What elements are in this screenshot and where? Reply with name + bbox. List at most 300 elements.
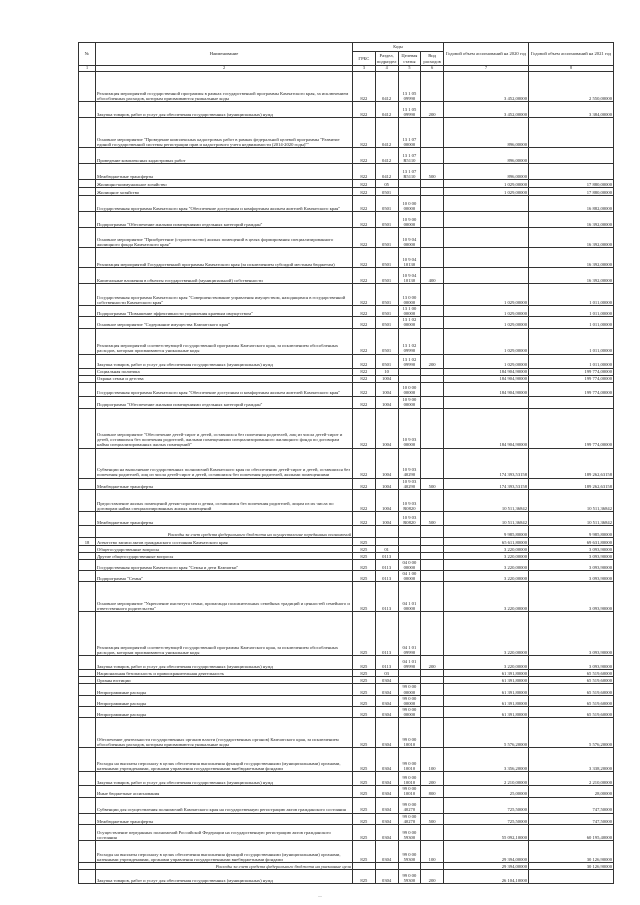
amount-2021 xyxy=(529,869,614,883)
expense-type-code xyxy=(421,489,444,511)
row-name-text: Государственная программа Камчатского края "Обеспечение доступным и комфортным жильем жителей Камчатского края" xyxy=(97,205,341,211)
amount-2021 xyxy=(529,396,614,408)
row-number xyxy=(79,306,96,317)
target-article-code: 13 1 07 R5110 xyxy=(398,148,421,164)
grbs-code: 825 xyxy=(353,869,376,883)
amount-2021: 16 392,00000 xyxy=(529,248,614,268)
amount-2020: 9 985,80000 xyxy=(444,525,529,537)
expense-type-code xyxy=(421,684,444,695)
column-number: 8 xyxy=(529,66,614,72)
row-name-text: Охрана семьи и детства xyxy=(97,376,144,382)
grbs-code: 825 xyxy=(353,813,376,824)
row-name-text: Реализация мероприятий соответствующей государственной программы Камчатского края, за исключением обособленных расходов, которым присваиваются уникальные коды xyxy=(97,645,339,656)
grbs-code: 825 xyxy=(353,772,376,786)
row-name-text: Агентство записи актов гражданского состояния Камчатского края xyxy=(97,539,228,545)
grbs-code: 822 xyxy=(353,511,376,525)
row-name xyxy=(96,180,353,188)
expense-type-code xyxy=(421,612,444,656)
table-row xyxy=(79,354,614,368)
table-row xyxy=(79,537,614,545)
target-article-code: 99 0 00 59300 xyxy=(398,840,421,862)
section-code: 1004 xyxy=(375,478,398,489)
table-row xyxy=(79,212,614,228)
row-number xyxy=(79,786,96,797)
table-row xyxy=(79,118,614,148)
expense-type-code xyxy=(421,306,444,317)
row-name xyxy=(96,677,353,684)
row-name xyxy=(96,72,353,102)
expense-type-code xyxy=(421,545,444,552)
target-article-code: 10 9 04 00000 xyxy=(398,228,421,248)
header-sum-2020: Годовой объем ассигнований на 2020 год xyxy=(444,43,529,66)
target-article-code: 99 0 00 40270 xyxy=(398,813,421,824)
expense-type-code xyxy=(421,180,444,188)
table-row xyxy=(79,408,614,448)
row-number xyxy=(79,670,96,677)
row-number xyxy=(79,656,96,670)
row-number xyxy=(79,317,96,328)
section-code: 0304 xyxy=(375,797,398,813)
section-code: 0113 xyxy=(375,612,398,656)
target-article-code xyxy=(398,188,421,196)
expense-type-code xyxy=(421,317,444,328)
amount-2020: 61 391,80000 xyxy=(444,677,529,684)
target-article-code xyxy=(398,525,421,537)
amount-2021: 16 882,00000 xyxy=(529,196,614,212)
section-code: 0501 xyxy=(375,228,398,248)
amount-2021: 3 338,20000 xyxy=(529,748,614,772)
row-name-text: Предоставление жилых помещений детям-сиротам и детям, оставшимся без попечения родителей, лицам из их числа по договорам найма специализированных жилых помещений xyxy=(97,500,334,511)
row-number xyxy=(79,489,96,511)
grbs-code: 825 xyxy=(353,537,376,545)
row-name-text: Расходы на выплаты персоналу в целях обеспечения выполнения функций государственными (муниципальными) органами, казенными учреждениями, органами управления государственными внебюджетными фондами xyxy=(97,760,341,772)
section-code: 0412 xyxy=(375,102,398,118)
amount-2020: 29 394,00000 xyxy=(444,840,529,862)
amount-2020: 3 220,00000 xyxy=(444,612,529,656)
table-row xyxy=(79,306,614,317)
row-name-text: Подпрограмма "Повышение эффективности управления краевым имуществом" xyxy=(97,311,253,317)
section-code: 0113 xyxy=(375,559,398,570)
grbs-code: 825 xyxy=(353,695,376,706)
amount-2021: 69 631,80000 xyxy=(529,537,614,545)
row-name xyxy=(96,545,353,552)
table-row xyxy=(79,284,614,306)
expense-type-code xyxy=(421,212,444,228)
row-name-text: Расходы за счет средств федерального бюджета на указанные цели xyxy=(215,863,351,869)
table-row xyxy=(79,748,614,772)
grbs-code: 825 xyxy=(353,786,376,797)
amount-2020 xyxy=(444,212,529,228)
section-code: 1004 xyxy=(375,396,398,408)
target-article-code: 13 1 02 00000 xyxy=(398,317,421,328)
section-code xyxy=(375,525,398,537)
table-row xyxy=(79,706,614,717)
table-row xyxy=(79,677,614,684)
target-article-code: 04 1 00 00000 xyxy=(398,571,421,582)
amount-2020 xyxy=(444,396,529,408)
row-name xyxy=(96,684,353,695)
grbs-code: 822 xyxy=(353,268,376,284)
amount-2020: 3 220,00000 xyxy=(444,545,529,552)
grbs-code: 822 xyxy=(353,248,376,268)
row-number xyxy=(79,212,96,228)
amount-2020: 1 029,00000 xyxy=(444,317,529,328)
expense-type-code xyxy=(421,670,444,677)
row-name xyxy=(96,164,353,180)
table-row xyxy=(79,824,614,840)
row-number xyxy=(79,375,96,382)
row-name-text: Субвенции для осуществления полномочий Камчатского края на государственную регистрацию актов гражданского состояния xyxy=(97,807,346,813)
section-code: 0304 xyxy=(375,748,398,772)
amount-2021: 3 093,90000 xyxy=(529,571,614,582)
amount-2021: 16 392,00000 xyxy=(529,212,614,228)
grbs-code: 822 xyxy=(353,448,376,478)
section-code: 1004 xyxy=(375,408,398,448)
section-code: 0501 xyxy=(375,248,398,268)
expense-type-code xyxy=(421,677,444,684)
grbs-code: 822 xyxy=(353,148,376,164)
row-number: 18 xyxy=(79,537,96,545)
section-code: 1004 xyxy=(375,489,398,511)
section-code: 0412 xyxy=(375,118,398,148)
row-number xyxy=(79,797,96,813)
target-article-code: 99 0 00 10010 xyxy=(398,786,421,797)
target-article-code: 10 9 03 40290 xyxy=(398,448,421,478)
row-number xyxy=(79,396,96,408)
row-name xyxy=(96,840,353,862)
table-row xyxy=(79,840,614,862)
amount-2021: 199 774,00000 xyxy=(529,375,614,382)
row-number xyxy=(79,545,96,552)
table-row xyxy=(79,396,614,408)
grbs-code: 822 xyxy=(353,284,376,306)
amount-2021: 3 093,90000 xyxy=(529,582,614,612)
table-header-row xyxy=(79,43,614,52)
row-number xyxy=(79,718,96,748)
page-mark: — xyxy=(318,893,322,898)
table-row xyxy=(79,489,614,511)
grbs-code: 822 xyxy=(353,489,376,511)
section-code: 0113 xyxy=(375,582,398,612)
row-number xyxy=(79,148,96,164)
expense-type-code: 400 xyxy=(421,268,444,284)
row-name xyxy=(96,382,353,396)
target-article-code xyxy=(398,670,421,677)
row-name-text: Другие общегосударственные вопросы xyxy=(97,553,174,559)
amount-2021: 65 519,60000 xyxy=(529,677,614,684)
target-article-code: 13 1 00 00000 xyxy=(398,306,421,317)
amount-2021: 189 262,63158 xyxy=(529,478,614,489)
amount-2020: 184 904,90000 xyxy=(444,375,529,382)
amount-2020 xyxy=(444,248,529,268)
target-article-code: 99 0 00 10010 xyxy=(398,772,421,786)
table-row xyxy=(79,582,614,612)
expense-type-code xyxy=(421,797,444,813)
section-code: 0304 xyxy=(375,786,398,797)
amount-2021: 5 576,20000 xyxy=(529,718,614,748)
table-row xyxy=(79,375,614,382)
expense-type-code: 200 xyxy=(421,656,444,670)
header-num: № xyxy=(79,43,96,66)
amount-2021: 747,50000 xyxy=(529,813,614,824)
target-article-code: 10 9 03 R0820 xyxy=(398,511,421,525)
amount-2021: 3 093,90000 xyxy=(529,545,614,552)
expense-type-code xyxy=(421,552,444,559)
amount-2021: 1 011,00000 xyxy=(529,317,614,328)
grbs-code: 825 xyxy=(353,670,376,677)
table-row xyxy=(79,72,614,102)
amount-2020: 896,00000 xyxy=(444,164,529,180)
table-row xyxy=(79,268,614,284)
column-number: 1 xyxy=(79,66,96,72)
target-article-code: 99 0 00 59300 xyxy=(398,869,421,883)
table-row xyxy=(79,188,614,196)
row-name xyxy=(96,396,353,408)
row-number xyxy=(79,862,96,869)
target-article-code: 04 1 01 09990 xyxy=(398,612,421,656)
row-name xyxy=(96,537,353,545)
grbs-code: 822 xyxy=(353,354,376,368)
column-number: 4 xyxy=(375,66,398,72)
amount-2021: 9 985,80000 xyxy=(529,525,614,537)
header-target-article: Целевая статья xyxy=(398,52,421,66)
row-name xyxy=(96,188,353,196)
amount-2020: 5 576,20000 xyxy=(444,718,529,748)
expense-type-code xyxy=(421,368,444,375)
column-number: 2 xyxy=(96,66,353,72)
amount-2020: 896,00000 xyxy=(444,118,529,148)
amount-2020 xyxy=(444,268,529,284)
target-article-code: 99 0 00 00000 xyxy=(398,684,421,695)
expense-type-code xyxy=(421,571,444,582)
section-code: 0501 xyxy=(375,317,398,328)
grbs-code: 822 xyxy=(353,478,376,489)
grbs-code xyxy=(353,525,376,537)
row-name xyxy=(96,368,353,375)
row-name xyxy=(96,375,353,382)
row-name xyxy=(96,248,353,268)
section-code: 0304 xyxy=(375,813,398,824)
amount-2020: 3 220,00000 xyxy=(444,571,529,582)
amount-2020: 26 104,10000 xyxy=(444,869,529,883)
row-number xyxy=(79,328,96,354)
target-article-code xyxy=(398,537,421,545)
section-code: 0304 xyxy=(375,840,398,862)
grbs-code: 825 xyxy=(353,840,376,862)
target-article-code: 13 1 05 09990 xyxy=(398,72,421,102)
section-code: 0304 xyxy=(375,772,398,786)
amount-2021: 199 774,00000 xyxy=(529,382,614,396)
grbs-code: 825 xyxy=(353,559,376,570)
expense-type-code: 500 xyxy=(421,478,444,489)
table-row xyxy=(79,248,614,268)
row-name-text: Иные бюджетные ассигнования xyxy=(97,791,160,797)
row-number xyxy=(79,228,96,248)
row-name-text: Подпрограмма "Обеспечение жилыми помещениями отдельных категорий граждан" xyxy=(97,221,263,227)
row-number xyxy=(79,284,96,306)
row-name-text: Закупка товаров, работ и услуг для обеспечения государственных (муниципальных) нужд xyxy=(97,664,273,670)
row-name-text: Расходы за счет средств федерального бюджета на осуществление переданных полномочий xyxy=(167,531,351,537)
amount-2020: 1 029,00000 xyxy=(444,306,529,317)
table-row xyxy=(79,317,614,328)
header-expense-type: Вид расходов xyxy=(421,52,444,66)
table-row xyxy=(79,559,614,570)
table-row xyxy=(79,511,614,525)
table-row xyxy=(79,228,614,248)
amount-2021: 30 126,90000 xyxy=(529,840,614,862)
row-number xyxy=(79,478,96,489)
table-row xyxy=(79,328,614,354)
amount-2021: 3 093,90000 xyxy=(529,552,614,559)
grbs-code: 822 xyxy=(353,164,376,180)
expense-type-code: 200 xyxy=(421,869,444,883)
amount-2020: 2 210,00000 xyxy=(444,772,529,786)
row-name-text: Непрограммные расходы xyxy=(97,712,147,718)
target-article-code: 99 0 00 00000 xyxy=(398,695,421,706)
grbs-code: 822 xyxy=(353,328,376,354)
grbs-code: 822 xyxy=(353,396,376,408)
row-name-text: Осуществление переданных полномочий Российской Федерации на государственную регистрацию актов гражданского состояния xyxy=(97,829,331,840)
row-name xyxy=(96,284,353,306)
amount-2020: 725,50000 xyxy=(444,813,529,824)
grbs-code: 822 xyxy=(353,72,376,102)
row-name xyxy=(96,102,353,118)
row-name xyxy=(96,612,353,656)
section-code: 05 xyxy=(375,180,398,188)
amount-2020: 184 904,90000 xyxy=(444,408,529,448)
row-number xyxy=(79,612,96,656)
section-code: 0113 xyxy=(375,552,398,559)
section-code: 1004 xyxy=(375,382,398,396)
table-row xyxy=(79,368,614,375)
row-number xyxy=(79,118,96,148)
grbs-code: 825 xyxy=(353,748,376,772)
expense-type-code xyxy=(421,706,444,717)
amount-2021 xyxy=(529,164,614,180)
table-row xyxy=(79,695,614,706)
row-name-text: Закупка товаров, работ и услуг для обеспечения государственных (муниципальных) нужд xyxy=(97,877,273,883)
section-code: 0412 xyxy=(375,148,398,164)
grbs-code: 822 xyxy=(353,118,376,148)
target-article-code xyxy=(398,375,421,382)
row-number xyxy=(79,72,96,102)
section-code: 0304 xyxy=(375,718,398,748)
row-name xyxy=(96,706,353,717)
row-name-text: Жилищно-коммунальное хозяйство xyxy=(97,181,167,187)
row-name-text: Подпрограмма "Семья" xyxy=(97,576,144,582)
amount-2020: 174 393,53158 xyxy=(444,478,529,489)
row-number xyxy=(79,511,96,525)
table-row xyxy=(79,718,614,748)
grbs-code: 822 xyxy=(353,368,376,375)
grbs-code: 825 xyxy=(353,677,376,684)
grbs-code: 825 xyxy=(353,571,376,582)
header-section: Раздел, подраздел xyxy=(376,53,397,64)
amount-2020: 10 511,36842 xyxy=(444,489,529,511)
section-code: 0304 xyxy=(375,677,398,684)
amount-2020: 3 220,00000 xyxy=(444,656,529,670)
amount-2021: 16 392,00000 xyxy=(529,228,614,248)
row-name-text: Межбюджетные трансферты xyxy=(97,483,154,489)
section-code: 0501 xyxy=(375,268,398,284)
section-code: 0501 xyxy=(375,212,398,228)
row-name xyxy=(96,797,353,813)
table-row xyxy=(79,656,614,670)
table-row xyxy=(79,102,614,118)
row-name-text: Закупка товаров, работ и услуг для обеспечения государственных (муниципальных) нужд xyxy=(97,780,273,786)
row-number xyxy=(79,552,96,559)
amount-2020: 184 904,90000 xyxy=(444,368,529,375)
grbs-code: 825 xyxy=(353,612,376,656)
table-row xyxy=(79,196,614,212)
target-article-code: 10 9 00 00000 xyxy=(398,212,421,228)
expense-type-code xyxy=(421,382,444,396)
target-article-code: 10 9 03 40290 xyxy=(398,478,421,489)
row-name-text: Общегосударственные вопросы xyxy=(97,546,160,552)
amount-2021: 3 093,90000 xyxy=(529,656,614,670)
section-code: 0501 xyxy=(375,354,398,368)
target-article-code: 13 1 07 R5110 xyxy=(398,164,421,180)
amount-2021: 65 519,60000 xyxy=(529,706,614,717)
grbs-code: 825 xyxy=(353,824,376,840)
amount-2020: 3 356,20000 xyxy=(444,748,529,772)
target-article-code: 10 9 00 00000 xyxy=(398,396,421,408)
grbs-code: 822 xyxy=(353,382,376,396)
target-article-code: 04 0 00 00000 xyxy=(398,559,421,570)
table-row xyxy=(79,478,614,489)
section-code xyxy=(375,862,398,869)
expense-type-code xyxy=(421,196,444,212)
row-name xyxy=(96,656,353,670)
row-name xyxy=(96,824,353,840)
section-code: 0501 xyxy=(375,284,398,306)
section-code: 1004 xyxy=(375,375,398,382)
amount-2020: 3 452,00000 xyxy=(444,72,529,102)
grbs-code: 825 xyxy=(353,797,376,813)
amount-2021: 2 550,00000 xyxy=(529,72,614,102)
grbs-code: 825 xyxy=(353,582,376,612)
amount-2021: 199 774,00000 xyxy=(529,368,614,375)
row-number xyxy=(79,695,96,706)
target-article-code: 10 0 00 00000 xyxy=(398,196,421,212)
target-article-code xyxy=(398,368,421,375)
expense-type-code xyxy=(421,695,444,706)
row-name-text: Национальная безопасность и правоохранительная деятельность xyxy=(97,671,225,677)
amount-2020: 55 092,10000 xyxy=(444,824,529,840)
amount-2020: 65 611,80000 xyxy=(444,537,529,545)
row-name-text: Непрограммные расходы xyxy=(97,700,147,706)
table-row xyxy=(79,545,614,552)
section-code: 0501 xyxy=(375,306,398,317)
amount-2021: 1 011,00000 xyxy=(529,306,614,317)
row-name xyxy=(96,559,353,570)
expense-type-code xyxy=(421,448,444,478)
table-row xyxy=(79,612,614,656)
amount-2021: 65 519,60000 xyxy=(529,695,614,706)
row-name xyxy=(96,582,353,612)
row-name-text: Расходы на выплаты персоналу в целях обеспечения выполнения функций государственными (муниципальными) органами, казенными учреждениями, органами управления государственными внебюджетными фондами xyxy=(97,851,341,862)
grbs-code: 825 xyxy=(353,545,376,552)
row-name xyxy=(96,670,353,677)
table-row xyxy=(79,670,614,677)
row-name xyxy=(96,228,353,248)
amount-2021 xyxy=(529,148,614,164)
row-number xyxy=(79,748,96,772)
target-article-code: 10 9 04 10130 xyxy=(398,248,421,268)
row-name xyxy=(96,317,353,328)
grbs-code: 825 xyxy=(353,656,376,670)
row-name xyxy=(96,196,353,212)
